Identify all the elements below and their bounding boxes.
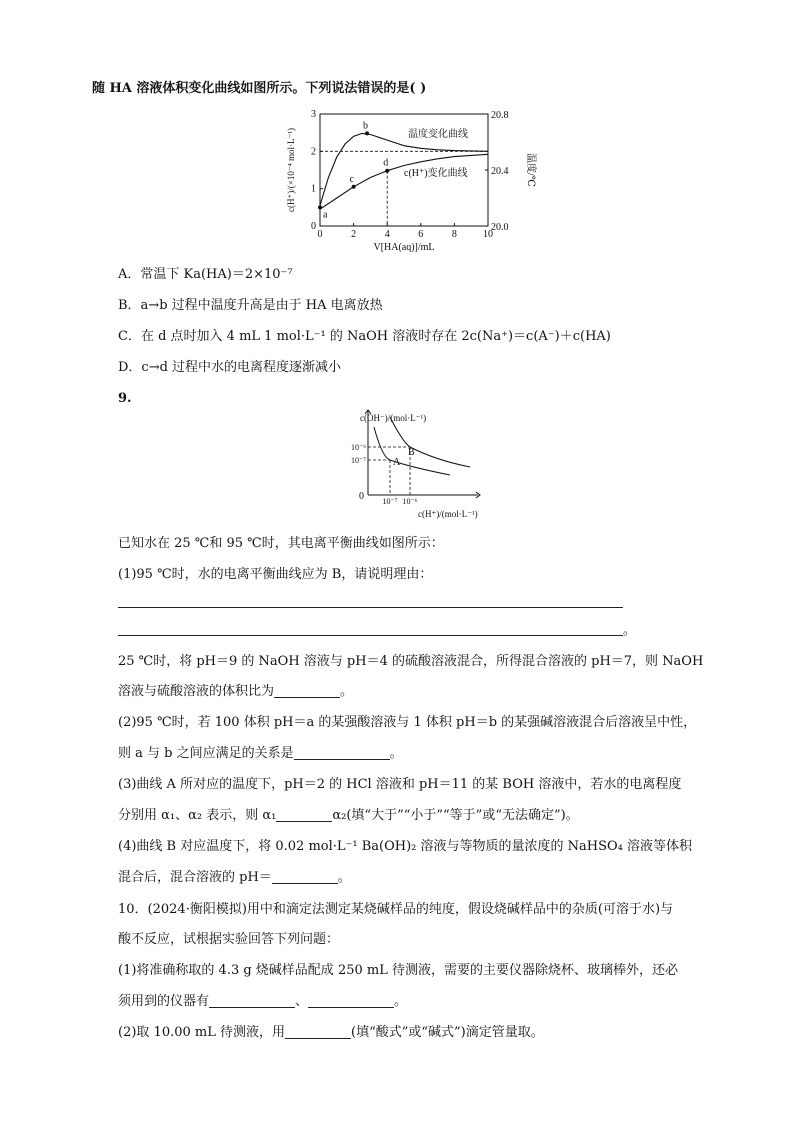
y-right-tick-label: 20.4 bbox=[491, 166, 509, 177]
series-label: c(H⁺)变化曲线 bbox=[404, 168, 468, 179]
period: 。 bbox=[389, 746, 403, 761]
y-left-tick-label: 2 bbox=[311, 146, 316, 158]
answer-blank-relation[interactable] bbox=[294, 745, 390, 760]
x-axis-label: c(H⁺)/(mol·L⁻¹) bbox=[418, 509, 478, 519]
x-axis-label: V[HA(aq)]/mL bbox=[373, 242, 435, 252]
x-tick-label: 10⁻⁶ bbox=[402, 497, 418, 506]
x-tick-label: 10⁻⁷ bbox=[382, 497, 398, 506]
figure-temperature-chart bbox=[280, 102, 540, 252]
data-point-b bbox=[365, 131, 369, 135]
point-label: b bbox=[363, 120, 369, 132]
data-point-a bbox=[318, 205, 322, 209]
answer-blank-ph[interactable] bbox=[272, 869, 338, 884]
q9-part4-line1: (4)曲线 B 对应温度下，将 0.02 mol·L⁻¹ Ba(OH)₂ 溶液与等物质的量浓度的 NaHSO₄ 溶液等体积 bbox=[118, 839, 693, 854]
option-d: D．c→d 过程中水的电离程度逐渐减小 bbox=[118, 360, 342, 375]
option-b: B．a→b 过程中温度升高是由于 HA 电离放热 bbox=[118, 298, 383, 313]
answer-line-2[interactable] bbox=[118, 635, 623, 636]
y-tick-label: 10⁻⁶ bbox=[350, 443, 366, 452]
q10-line2: 酸不反应，试根据实验回答下列问题： bbox=[118, 932, 340, 947]
text: (2)取 10.00 mL 待测液，用 bbox=[118, 1025, 285, 1040]
x-tick-label: 10 bbox=[483, 229, 493, 240]
q10-part1-line2 bbox=[118, 993, 407, 1011]
option-c: C．在 d 点时加入 4 mL 1 mol·L⁻¹ 的 NaOH 溶液时存在 2c(Na⁺)＝c(A⁻)＋c(HA) bbox=[118, 329, 611, 344]
x-tick-label: 6 bbox=[418, 229, 424, 240]
q9-part3-line2 bbox=[118, 807, 579, 825]
point-label: c bbox=[349, 173, 355, 185]
series-label: 温度变化曲线 bbox=[408, 129, 468, 140]
q10-line1: 10．(2024·衡阳模拟)用中和滴定法测定某烧碱样品的纯度，假设烧碱样品中的杂质(可溶于水)与 bbox=[118, 902, 674, 917]
option-a: A．常温下 Ka(HA)＝2×10⁻⁷ bbox=[118, 267, 293, 282]
y-left-tick-label: 1 bbox=[311, 183, 316, 195]
text: 混合后，混合溶液的 pH＝ bbox=[118, 870, 272, 885]
answer-line-1[interactable] bbox=[118, 607, 623, 608]
text: α₂(填“大于”“小于”“等于”或“无法确定”)。 bbox=[332, 808, 579, 823]
y-right-tick-label: 20.8 bbox=[491, 110, 509, 121]
curve-label-B: B bbox=[408, 447, 415, 458]
answer-blank-instrument-1[interactable] bbox=[209, 993, 295, 1008]
y-tick-label: 10⁻⁷ bbox=[350, 456, 366, 465]
data-point-c bbox=[352, 185, 356, 189]
figure-water-ionization bbox=[330, 405, 490, 525]
question-9-number: 9. bbox=[118, 391, 132, 406]
text: 须用到的仪器有 bbox=[118, 994, 210, 1009]
y-left-tick-label: 0 bbox=[311, 221, 316, 232]
period: 。 bbox=[340, 684, 354, 699]
y-right-axis-label: 温度/℃ bbox=[525, 153, 536, 187]
x-tick-label: 2 bbox=[351, 229, 357, 240]
x-tick-label: 8 bbox=[451, 229, 457, 240]
text: 则 a 与 b 之间应满足的关系是 bbox=[118, 746, 294, 761]
answer-blank-ratio[interactable] bbox=[274, 683, 340, 698]
y-axis-label: c(OH⁻)/(mol·L⁻¹) bbox=[360, 413, 427, 423]
separator: 、 bbox=[295, 994, 309, 1009]
q9-part4-line2 bbox=[118, 869, 351, 887]
y-left-tick-label: 3 bbox=[311, 109, 316, 120]
question-intro: 随 HA 溶液体积变化曲线如图所示。下列说法错误的是( ) bbox=[92, 81, 427, 96]
point-label: d bbox=[383, 157, 389, 169]
answer-blank-burette[interactable] bbox=[285, 1024, 351, 1039]
text: (填“酸式”或“碱式”)滴定管量取。 bbox=[351, 1025, 544, 1040]
period: 。 bbox=[394, 994, 408, 1009]
answer-blank-compare[interactable] bbox=[276, 807, 332, 822]
q9-part2-line1: (2)95 ℃时，若 100 体积 pH＝a 的某强酸溶液与 1 体积 pH＝b 的某强碱溶液混合后溶液呈中性， bbox=[118, 715, 697, 730]
period: 。 bbox=[623, 623, 637, 638]
text: 分别用 α₁、α₂ 表示，则 α₁ bbox=[118, 808, 277, 823]
x-tick-label: 0 bbox=[317, 229, 323, 240]
q10-part1-line1: (1)将准确称取的 4.3 g 烧碱样品配成 250 mL 待测液，需要的主要仪器除烧杯、玻璃棒外，还必 bbox=[118, 963, 678, 978]
point-label: a bbox=[323, 209, 328, 221]
period: 。 bbox=[337, 870, 351, 885]
origin-label: 0 bbox=[359, 491, 364, 502]
y-right-tick-label: 20.0 bbox=[491, 222, 509, 233]
curve-label-A: A bbox=[393, 457, 401, 468]
q9-stem: 已知水在 25 ℃和 95 ℃时，其电离平衡曲线如图所示： bbox=[118, 536, 444, 551]
q9-part1b-line2 bbox=[118, 683, 353, 701]
y-left-axis-label: c(H⁺)/(×10⁻⁴ mol·L⁻¹) bbox=[286, 128, 296, 212]
q9-part2-line2 bbox=[118, 745, 403, 763]
text: 溶液与硫酸溶液的体积比为 bbox=[118, 684, 275, 699]
q9-part3-line1: (3)曲线 A 所对应的温度下，pH＝2 的 HCl 溶液和 pH＝11 的某 BOH 溶液中，若水的电离程度 bbox=[118, 777, 682, 792]
answer-blank-instrument-2[interactable] bbox=[308, 993, 394, 1008]
series-line bbox=[320, 154, 488, 209]
q9-part1b-line1: 25 ℃时，将 pH＝9 的 NaOH 溶液与 pH＝4 的硫酸溶液混合，所得混合溶液的 pH＝7，则 NaOH bbox=[118, 654, 704, 669]
curve-B bbox=[390, 417, 470, 467]
q10-part2 bbox=[118, 1024, 544, 1042]
x-tick-label: 4 bbox=[384, 229, 390, 240]
q9-part1: (1)95 ℃时，水的电离平衡曲线应为 B，请说明理由： bbox=[118, 567, 433, 582]
